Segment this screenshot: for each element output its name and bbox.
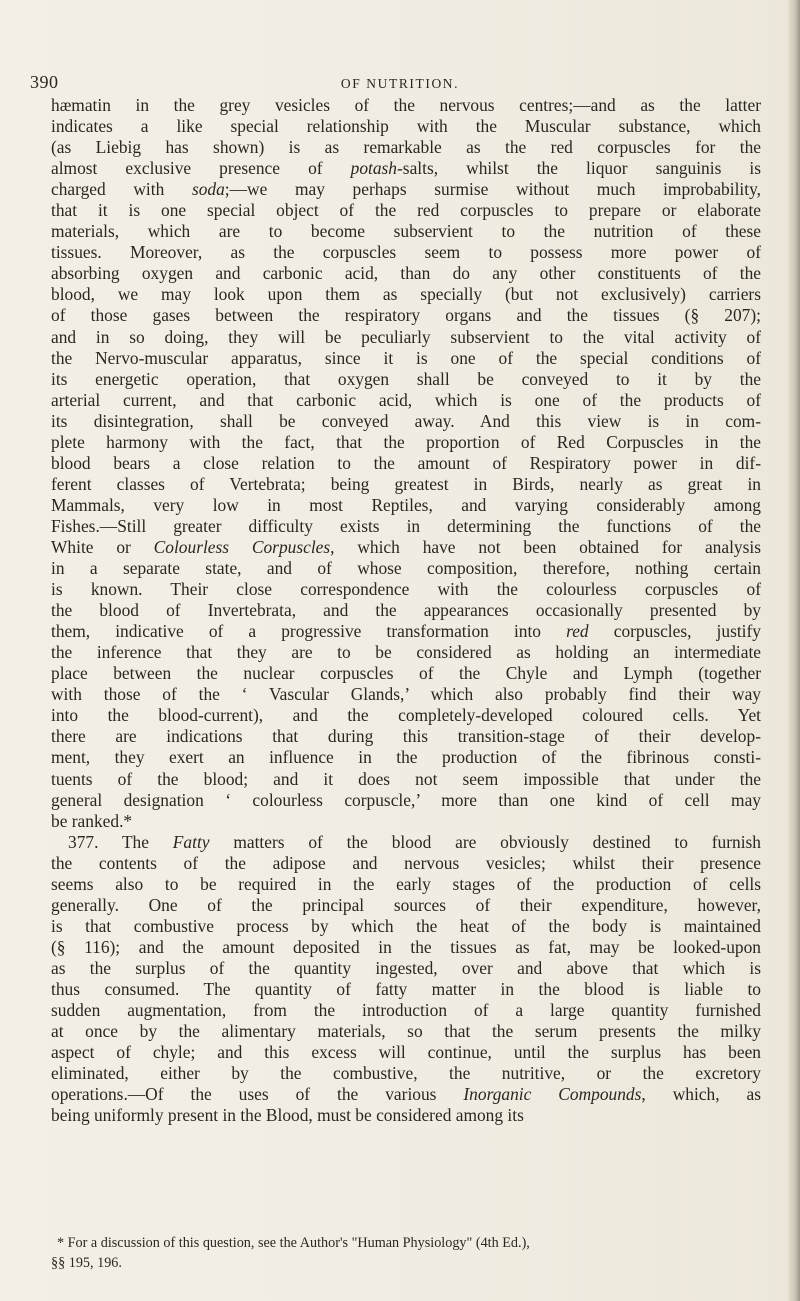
text-line: with those of the ‘ Vascular Glands,’ which also probably find their way bbox=[51, 684, 761, 705]
text-line: at once by the alimentary materials, so that the serum presents the milky bbox=[51, 1021, 761, 1042]
text-line: the Nervo-muscular apparatus, since it is one of the special conditions of bbox=[51, 347, 761, 368]
text-line: as the surplus of the quantity ingested, over and above that which is bbox=[51, 957, 761, 978]
text-line: Fishes.—Still greater difficulty exists in determining the functions of the bbox=[51, 515, 761, 536]
page-edge-shadow bbox=[788, 0, 800, 1301]
text-line: is that combustive process by which the heat of the body is maintained bbox=[51, 915, 761, 936]
text-line: plete harmony with the fact, that the proportion of Red Corpuscles in the bbox=[51, 431, 761, 452]
text-line: ment, they exert an influence in the production of the fibrinous consti- bbox=[51, 747, 761, 768]
text-line: seems also to be required in the early stages of the production of cells bbox=[51, 873, 761, 894]
text-line: its disintegration, shall be conveyed away. And this view is in com- bbox=[51, 410, 761, 431]
text-line: into the blood-current), and the completely-developed coloured cells. Yet bbox=[51, 705, 761, 726]
text-line: materials, which are to become subservient to the nutrition of these bbox=[51, 221, 761, 242]
text-line: place between the nuclear corpuscles of the Chyle and Lymph (together bbox=[51, 663, 761, 684]
text-line: being uniformly present in the Blood, must be considered among its bbox=[51, 1105, 524, 1126]
text-line: generally. One of the principal sources of their expenditure, however, bbox=[51, 894, 761, 915]
footnote bbox=[51, 1233, 761, 1273]
footnote-line: * For a discussion of this question, see the Author's "Human Physiology" (4th Ed.), bbox=[57, 1235, 530, 1251]
text-line: arterial current, and that carbonic acid, which is one of the products of bbox=[51, 389, 761, 410]
text-line: Mammals, very low in most Reptiles, and varying considerably among bbox=[51, 494, 761, 515]
text-line: (§ 116); and the amount deposited in the tissues as fat, may be looked-upon bbox=[51, 936, 761, 957]
text-line: ferent classes of Vertebrata; being greatest in Birds, nearly as great in bbox=[51, 473, 761, 494]
text-line: White or Colourless Corpuscles, which have not been obtained for analysis bbox=[51, 536, 761, 557]
text-line: in a separate state, and of whose composition, therefore, nothing certain bbox=[51, 558, 761, 579]
body-text bbox=[51, 95, 761, 1126]
text-line: that it is one special object of the red corpuscles to prepare or elaborate bbox=[51, 200, 761, 221]
text-line: them, indicative of a progressive transformation into red corpuscles, justify bbox=[51, 621, 762, 642]
text-line: blood, we may look upon them as specially (but not exclusively) carriers bbox=[51, 284, 761, 305]
text-line: almost exclusive presence of potash-salts, whilst the liquor sanguinis is bbox=[51, 158, 761, 179]
text-line: (as Liebig has shown) is as remarkable as the red corpuscles for the bbox=[51, 137, 761, 158]
text-line: there are indications that during this transition-stage of their develop- bbox=[51, 726, 761, 747]
page-number: 390 bbox=[30, 72, 59, 92]
footnote-line: §§ 195, 196. bbox=[51, 1255, 122, 1271]
text-line: 377. The Fatty matters of the blood are obviously destined to furnish bbox=[68, 831, 761, 852]
text-line: thus consumed. The quantity of fatty matter in the blood is liable to bbox=[51, 978, 761, 999]
text-line: absorbing oxygen and carbonic acid, than do any other constituents of the bbox=[51, 263, 761, 284]
text-line: its energetic operation, that oxygen shall be conveyed to it by the bbox=[51, 368, 761, 389]
running-head: OF NUTRITION. bbox=[340, 76, 460, 91]
page-header bbox=[30, 72, 770, 96]
text-line: the contents of the adipose and nervous vesicles; whilst their presence bbox=[51, 852, 761, 873]
text-line: indicates a like special relationship with the Muscular substance, which bbox=[51, 116, 761, 137]
text-line: the blood of Invertebrata, and the appearances occasionally presented by bbox=[51, 600, 761, 621]
text-line: eliminated, either by the combustive, the nutritive, or the excretory bbox=[51, 1063, 761, 1084]
text-line: sudden augmentation, from the introduction of a large quantity furnished bbox=[51, 1000, 761, 1021]
text-line: of those gases between the respiratory organs and the tissues (§ 207); bbox=[51, 305, 761, 326]
text-line: tuents of the blood; and it does not seem impossible that under the bbox=[51, 768, 761, 789]
text-line: the inference that they are to be considered as holding an intermediate bbox=[51, 642, 761, 663]
text-line: blood bears a close relation to the amount of Respiratory power in dif- bbox=[51, 452, 761, 473]
text-line: operations.—Of the uses of the various Inorganic Compounds, which, as bbox=[51, 1084, 761, 1105]
text-line: be ranked.* bbox=[51, 810, 133, 831]
text-line: aspect of chyle; and this excess will continue, until the surplus has been bbox=[51, 1042, 761, 1063]
text-line: general designation ‘ colourless corpuscle,’ more than one kind of cell may bbox=[51, 789, 761, 810]
text-line: tissues. Moreover, as the corpuscles seem to possess more power of bbox=[51, 242, 761, 263]
text-line: charged with soda;—we may perhaps surmise without much improbability, bbox=[51, 179, 761, 200]
text-line: and in so doing, they will be peculiarly subservient to the vital activity of bbox=[51, 326, 761, 347]
text-line: hæmatin in the grey vesicles of the nervous centres;—and as the latter bbox=[51, 95, 761, 115]
text-line: is known. Their close correspondence with the colourless corpuscles of bbox=[51, 579, 761, 600]
